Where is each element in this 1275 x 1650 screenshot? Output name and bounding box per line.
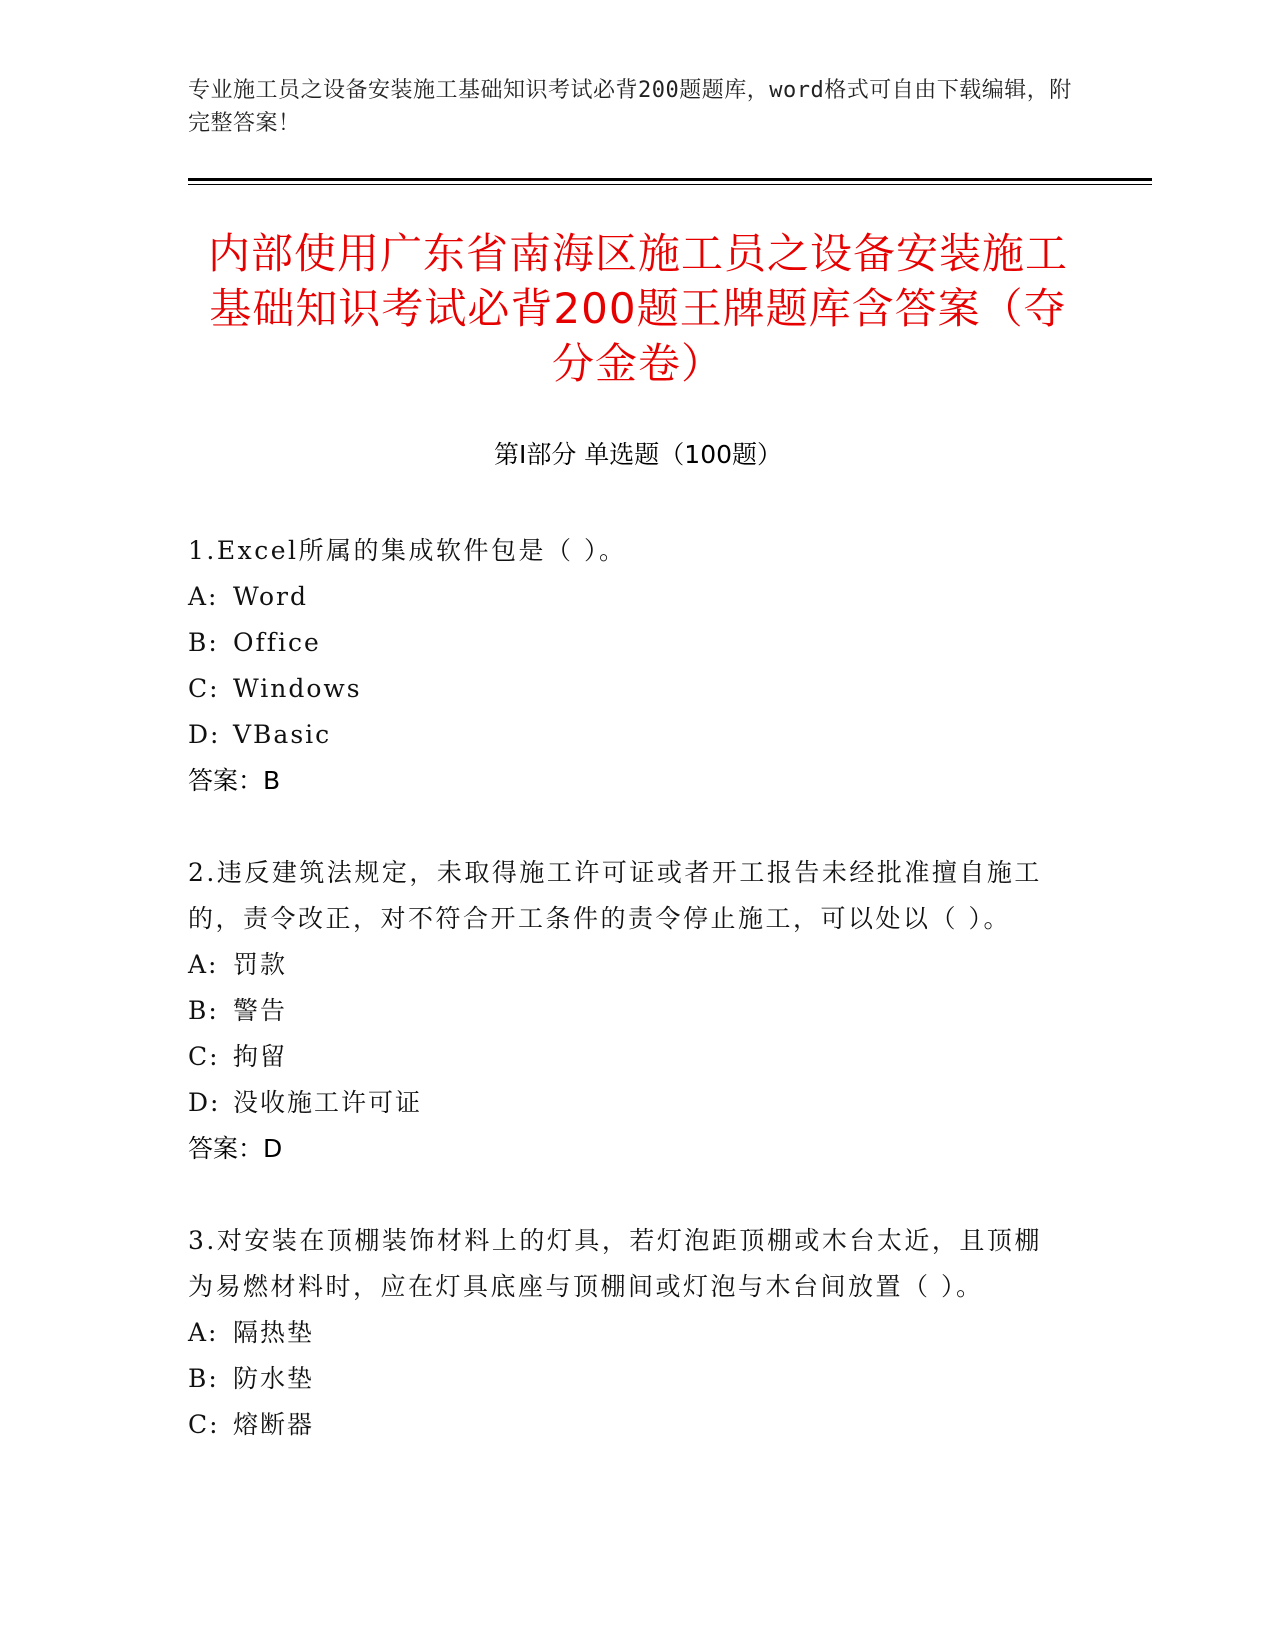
header-rule-thin bbox=[188, 184, 1152, 185]
question-3 bbox=[188, 1218, 1068, 1448]
option-text: 拘留 bbox=[233, 1042, 288, 1071]
question-stem: 3.对安装在顶棚装饰材料上的灯具，若灯泡距顶棚或木台太近，且顶棚为易燃材料时，应在灯具底座与顶棚间或灯泡与木台间放置（ ）。 bbox=[188, 1226, 1042, 1301]
answer-line: 答案：D bbox=[188, 1134, 283, 1163]
option-text: 警告 bbox=[233, 996, 288, 1025]
section-heading: 第I部分 单选题（100题） bbox=[493, 440, 783, 469]
option-a bbox=[188, 574, 1068, 620]
question-stem: 2.违反建筑法规定，未取得施工许可证或者开工报告未经批准擅自施工的，责令改正，对不符合开工条件的责令停止施工，可以处以（ ）。 bbox=[188, 858, 1042, 933]
option-text: Windows bbox=[233, 674, 362, 703]
option-letter: D: bbox=[188, 720, 221, 749]
option-b bbox=[188, 988, 1068, 1034]
option-letter: C: bbox=[188, 674, 220, 703]
option-text: 熔断器 bbox=[233, 1410, 315, 1439]
option-c bbox=[188, 666, 1068, 712]
option-text: 没收施工许可证 bbox=[233, 1088, 423, 1117]
option-text: 隔热垫 bbox=[233, 1318, 315, 1347]
header-rule-thick bbox=[188, 178, 1152, 181]
option-c bbox=[188, 1402, 1068, 1448]
option-letter: D: bbox=[188, 1088, 221, 1117]
option-c bbox=[188, 1034, 1068, 1080]
option-letter: A: bbox=[188, 950, 219, 979]
question-stem: 1.Excel所属的集成软件包是（ ）。 bbox=[188, 536, 627, 565]
option-letter: A: bbox=[188, 1318, 219, 1347]
option-d bbox=[188, 712, 1068, 758]
option-d bbox=[188, 1080, 1068, 1126]
option-text: VBasic bbox=[233, 720, 332, 749]
option-a bbox=[188, 1310, 1068, 1356]
option-text: Office bbox=[233, 628, 321, 657]
option-letter: B: bbox=[188, 1364, 219, 1393]
option-a bbox=[188, 942, 1068, 988]
option-letter: C: bbox=[188, 1410, 220, 1439]
option-text: 防水垫 bbox=[233, 1364, 315, 1393]
question-2 bbox=[188, 850, 1068, 1172]
question-list bbox=[188, 528, 1068, 1494]
option-letter: B: bbox=[188, 628, 219, 657]
document-title: 内部使用广东省南海区施工员之设备安装施工基础知识考试必背200题王牌题库含答案（夺分金卷） bbox=[207, 229, 1068, 388]
option-letter: A: bbox=[188, 582, 219, 611]
option-b bbox=[188, 620, 1068, 666]
option-letter: C: bbox=[188, 1042, 220, 1071]
option-text: Word bbox=[233, 582, 309, 611]
question-1 bbox=[188, 528, 1068, 804]
option-letter: B: bbox=[188, 996, 219, 1025]
option-text: 罚款 bbox=[233, 950, 288, 979]
answer-line: 答案：B bbox=[188, 766, 281, 795]
option-b bbox=[188, 1356, 1068, 1402]
header-note: 专业施工员之设备安装施工基础知识考试必背200题题库，word格式可自由下载编辑，附完整答案！ bbox=[188, 78, 1072, 136]
